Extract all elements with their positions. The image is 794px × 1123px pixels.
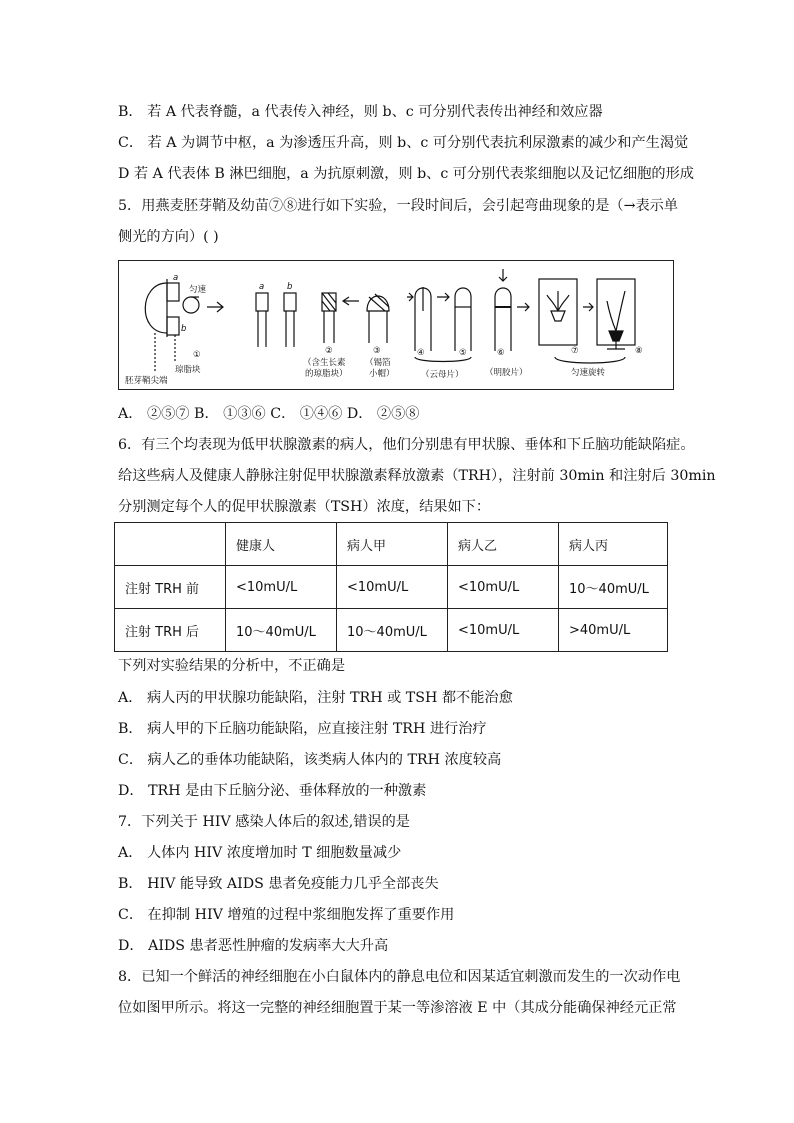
tsh-results-table [114, 522, 668, 652]
q4-option-b: B． 若 A 代表脊髓，a 代表传入神经，则 b、c 可分别代表传出神经和效应器 [118, 104, 603, 120]
q5-experiment-figure [118, 260, 674, 390]
table-header-cell [115, 523, 226, 566]
table-cell: <10mU/L [448, 609, 559, 652]
label-rotate: 匀速旋转 [571, 368, 606, 378]
label-tinfoil-1: （锡箔 [365, 358, 391, 368]
label-agar-block: 琼脂块 [175, 365, 201, 375]
label-n4: ④ [417, 348, 425, 358]
label-tinfoil-2: 小帽） [369, 369, 395, 379]
q5-stem-line1: 5．用燕麦胚芽鞘及幼苗⑦⑧进行如下实验，一段时间后，会引起弯曲现象的是（→表示单 [118, 198, 679, 214]
q6-stem-line3: 分别测定每个人的促甲状腺激素（TSH）浓度，结果如下： [118, 499, 491, 515]
table-cell: 注射 TRH 前 [115, 566, 226, 609]
q6-option-c: C． 病人乙的垂体功能缺陷，该类病人体内的 TRH 浓度较高 [118, 752, 502, 768]
q8-stem-line1: 8．已知一个鲜活的神经细胞在小白鼠体内的静息电位和因某适宜刺激而发生的一次动作电 [118, 969, 681, 985]
label-n5: ⑤ [459, 348, 467, 358]
q6-option-a: A． 病人丙的甲状腺功能缺陷，注射 TRH 或 TSH 都不能治愈 [118, 690, 513, 706]
table-cell: 10～40mU/L [337, 609, 448, 652]
table-header-cell: 病人乙 [448, 523, 559, 566]
label-n7: ⑦ [571, 346, 579, 356]
table-cell: 注射 TRH 后 [115, 609, 226, 652]
label-uniform-speed: 匀速 [189, 285, 207, 295]
table-cell: >40mU/L [559, 609, 668, 652]
table-header-row [115, 523, 668, 566]
q6-stem-line2: 给这些病人及健康人静脉注射促甲状腺激素释放激素（TRH），注射前 30min 和注射后 30min [118, 468, 716, 484]
table-cell: 10～40mU/L [559, 566, 668, 609]
table-row [115, 609, 668, 652]
label-b2: b [287, 282, 293, 292]
table-header-cell: 病人丙 [559, 523, 668, 566]
label-auxin-2: 的琼脂块） [305, 369, 348, 379]
experiment-diagram [119, 261, 675, 391]
label-n6: ⑥ [497, 348, 505, 358]
table-cell: <10mU/L [226, 566, 337, 609]
q6-option-d: D． TRH 是由下丘脑分泌、垂体释放的一种激素 [118, 783, 427, 799]
label-a2: a [259, 282, 265, 292]
table-cell: <10mU/L [448, 566, 559, 609]
q7-option-a: A． 人体内 HIV 浓度增加时 T 细胞数量减少 [118, 845, 402, 861]
label-n2: ② [325, 346, 333, 356]
label-tip: 胚芽鞘尖端 [125, 376, 168, 386]
table-header-cell: 健康人 [226, 523, 337, 566]
label-gelatin: （明胶片） [485, 368, 528, 378]
label-auxin-1: （含生长素 [303, 358, 346, 368]
table-header-cell: 病人甲 [337, 523, 448, 566]
table-cell: <10mU/L [337, 566, 448, 609]
q4-option-d: D 若 A 代表体 B 淋巴细胞，a 为抗原刺激，则 b、c 可分别代表浆细胞以及记忆细胞的形成 [118, 166, 694, 182]
q8-stem-line2: 位如图甲所示。将这一完整的神经细胞置于某一等渗溶液 E 中（其成分能确保神经元正常 [118, 1000, 677, 1016]
q6-question: 下列对实验结果的分析中，不正确是 [118, 658, 346, 674]
label-n8: ⑧ [635, 346, 643, 356]
q5-stem-line2: 侧光的方向）( ) [118, 229, 219, 245]
label-b: b [181, 324, 187, 334]
q5-options: A． ②⑤⑦ B． ①③⑥ C． ①④⑥ D． ②⑤⑧ [118, 406, 420, 422]
q7-option-b: B． HIV 能导致 AIDS 患者免疫能力几乎全部丧失 [118, 876, 439, 892]
label-n3: ③ [373, 346, 381, 356]
table-cell: 10～40mU/L [226, 609, 337, 652]
label-n1: ① [193, 350, 201, 360]
q6-stem-line1: 6．有三个均表现为低甲状腺激素的病人，他们分别患有甲状腺、垂体和下丘脑功能缺陷症。 [118, 437, 695, 453]
q7-stem: 7．下列关于 HIV 感染人体后的叙述,错误的是 [118, 814, 410, 830]
q4-option-c: C． 若 A 为调节中枢，a 为渗透压升高，则 b、c 可分别代表抗利尿激素的减少和产生渴觉 [118, 135, 689, 151]
q6-option-b: B． 病人甲的下丘脑功能缺陷，应直接注射 TRH 进行治疗 [118, 721, 487, 737]
label-a: a [173, 273, 179, 283]
table-row [115, 566, 668, 609]
q7-option-d: D． AIDS 患者恶性肿瘤的发病率大大升高 [118, 938, 389, 954]
q7-option-c: C． 在抑制 HIV 增殖的过程中浆细胞发挥了重要作用 [118, 907, 455, 923]
label-mica: （云母片） [421, 370, 464, 380]
